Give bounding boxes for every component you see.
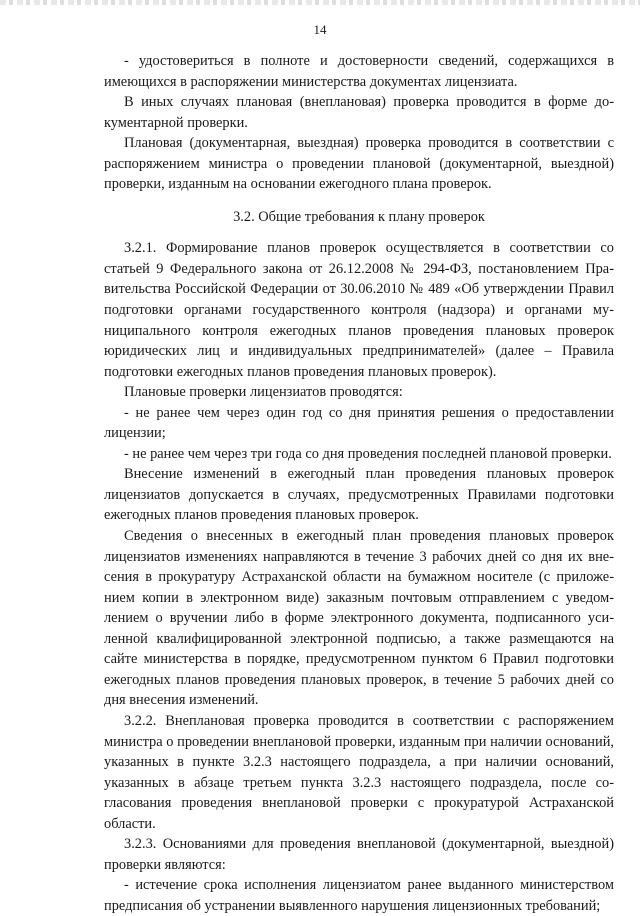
paragraph-deadline-expiry: - истечение срока исполнения лицензиатом ранее выданного министерством предписания об устранении выявленного нарушения лицензионных требований;	[104, 877, 614, 914]
paragraph-one-year: - не ранее чем через один год со дня принятия решения о предоставлении лицензии;	[104, 404, 614, 442]
paragraph-3-2-2: 3.2.2. Внеплановая проверка проводится в соответствии с распоряжением министра о проведении внеплановой проверки, изданным при наличии оснований, указанных в пункте 3.2.3 настоящего подраздела, а при наличии оснований, указанных в абзаце третьем пункта 3.2.3 настоящего подраздела, после согласования проведения внеплановой проверки с прокуратурой Астраханской области.	[104, 712, 614, 832]
paragraph-other-cases: В иных случаях плановая (внеплановая) проверка проводится в форме документарной проверки.	[104, 94, 614, 131]
paragraph-planned-checks-intro: Плановые проверки лицензиатов проводятся:	[124, 384, 403, 401]
paragraph-verify-completeness: - удостовериться в полноте и достоверности сведений, содержащихся в имеющихся в распоряжении министерства документах лицензиата.	[104, 53, 614, 90]
paragraph-three-years: - не ранее чем через три года со дня проведения последней плановой проверки.	[124, 445, 612, 462]
paragraph-planned-inspection: Плановая (документарная, выездная) проверка проводится в соответствии с распоряжением министра о проведении плановой (документарной, выездной) проверки, изданным на основании ежегодного плана проверок.	[104, 135, 614, 193]
scan-edge-artifact	[0, 0, 640, 5]
paragraph-changes-info: Сведения о внесенных в ежегодный план проведения плановых проверок лицензиатов изменениях направляются в течение 3 рабочих дней со дня их внесения в прокуратуру Астраханской области на бумажном носителе (с приложением копии в электронном виде) заказным почтовым отправлением с уведомлением о вручении либо в форме электронного документа, подписанного усиленной квалифицированной электронной подписью, а также размещаются на сайте министерства в порядке, предусмотренном пунктом 6 Правил подготовки ежегодных планов проведения плановых проверок, в течение 5 рабочих дней со дня внесения изменений.	[104, 528, 614, 709]
document-body	[104, 51, 614, 916]
paragraph-plan-changes: Внесение изменений в ежегодный план проведения плановых проверок лицензиатов допускается в случаях, предусмотренных Правилами подготовки ежегодных планов проведения плановых проверок.	[104, 466, 614, 524]
paragraph-3-2-1: 3.2.1. Формирование планов проверок осуществляется в соответствии со статьей 9 Федерального закона от 26.12.2008 № 294-ФЗ, постановлением Правительства Российской Федерации от 30.06.2010 № 489 «Об утверждении Правил подготовки органами государственного контроля (надзора) и органами муниципального контроля ежегодных планов проведения плановых проверок юридических лиц и индивидуальных предпринимателей» (далее – Правила подготовки ежегодных планов проведения плановых проверок).	[104, 240, 614, 380]
page-number: 14	[313, 22, 327, 37]
paragraph-3-2-3: 3.2.3. Основаниями для проведения внеплановой (документарной, выездной) проверки являются:	[104, 836, 614, 873]
section-heading: 3.2. Общие требования к плану проверок	[233, 208, 485, 225]
